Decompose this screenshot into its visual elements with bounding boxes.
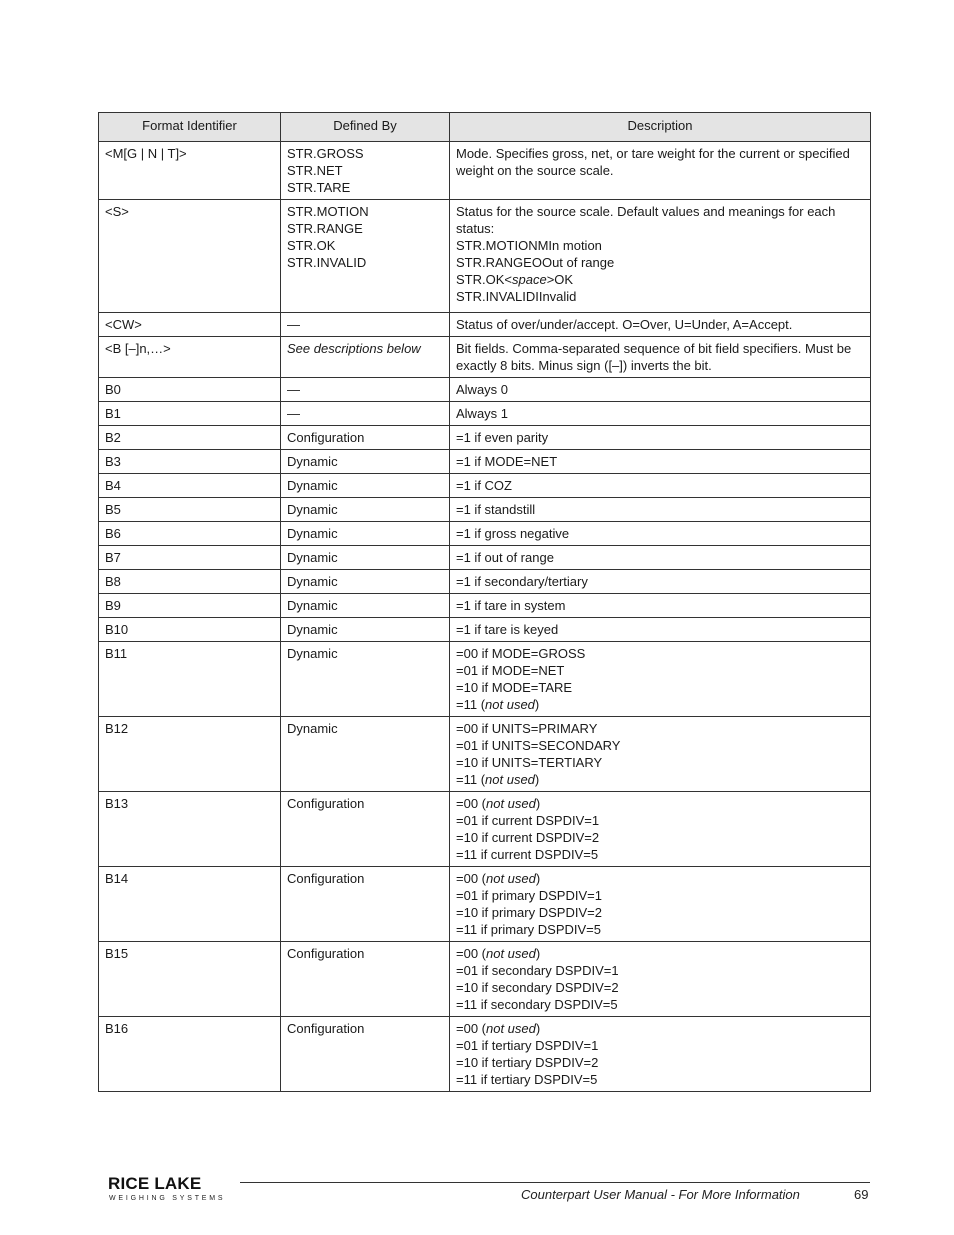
description-line: =00 if UNITS=PRIMARY [456,721,598,736]
table-row [99,942,871,1017]
defined-by-line: Configuration [287,946,365,961]
cell-description [450,594,871,618]
cell-format-identifier [99,426,281,450]
cell-format-identifier [99,594,281,618]
cell-format-identifier [99,867,281,942]
description-line: =1 if standstill [456,502,536,517]
format-identifier-text: B12 [105,721,129,736]
defined-by-line: Configuration [287,871,365,886]
description-line: =11 if secondary DSPDIV=5 [456,997,618,1012]
defined-by-line: Dynamic [287,598,338,613]
defined-by-line: STR.GROSS [287,146,364,161]
description-line: =01 if primary DSPDIV=1 [456,888,602,903]
cell-description [450,200,871,313]
cell-defined-by [281,618,450,642]
description-line: Bit fields. Comma-separated sequence of bit field specifiers. Must be exactly 8 bits. Minus sign ([–]) inverts the bit. [456,341,852,373]
description-line: =1 if secondary/tertiary [456,574,588,589]
description-line: =00 if MODE=GROSS [456,646,586,661]
table-row [99,792,871,867]
format-identifier-text: <S> [105,204,129,219]
table-row [99,570,871,594]
cell-defined-by [281,642,450,717]
logo-wordmark: RICE LAKE [108,1174,202,1193]
table-row [99,426,871,450]
defined-by-line: — [287,406,300,421]
defined-by-line: Configuration [287,430,365,445]
format-identifier-text: <B [–]n,…> [105,341,171,356]
cell-defined-by [281,867,450,942]
cell-format-identifier [99,498,281,522]
description-line: Status of over/under/accept. O=Over, U=Under, A=Accept. [456,317,793,332]
description-line: =1 if tare is keyed [456,622,559,637]
cell-defined-by [281,402,450,426]
cell-format-identifier [99,618,281,642]
table-row [99,642,871,717]
cell-format-identifier [99,792,281,867]
defined-by-line: Dynamic [287,646,338,661]
cell-description [450,546,871,570]
table-row [99,594,871,618]
cell-description [450,313,871,337]
format-identifier-text: B13 [105,796,129,811]
format-identifier-text: B4 [105,478,121,493]
cell-defined-by [281,522,450,546]
cell-description [450,474,871,498]
description-line: =01 if secondary DSPDIV=1 [456,963,619,978]
description-line: =1 if tare in system [456,598,566,613]
defined-by-line: STR.TARE [287,180,351,195]
cell-format-identifier [99,200,281,313]
format-identifier-text: B15 [105,946,129,961]
defined-by-line: Dynamic [287,502,338,517]
cell-description [450,570,871,594]
description-line: =1 if COZ [456,478,512,493]
description-line: STR.INVALIDIInvalid [456,289,577,304]
table-row [99,313,871,337]
format-identifier-table [98,112,871,1092]
cell-description [450,942,871,1017]
cell-defined-by [281,337,450,378]
cell-defined-by [281,450,450,474]
cell-defined-by [281,942,450,1017]
column-header-format-identifier: Format Identifier [99,113,281,142]
rice-lake-logo [108,1174,234,1206]
logo-subtitle: WEIGHING SYSTEMS [109,1195,226,1202]
cell-format-identifier [99,522,281,546]
format-identifier-text: B14 [105,871,129,886]
cell-format-identifier [99,717,281,792]
defined-by-line: Dynamic [287,478,338,493]
description-line: Always 1 [456,406,509,421]
cell-description [450,642,871,717]
cell-description [450,142,871,200]
defined-by-line: Dynamic [287,526,338,541]
format-identifier-text: B6 [105,526,121,541]
cell-description [450,402,871,426]
format-identifier-text: B16 [105,1021,129,1036]
table-row [99,142,871,200]
table-row [99,378,871,402]
defined-by-line: STR.NET [287,163,343,178]
defined-by-line: Configuration [287,1021,365,1036]
table-row [99,402,871,426]
cell-defined-by [281,1017,450,1092]
description-line: =10 if UNITS=TERTIARY [456,755,603,770]
cell-defined-by [281,546,450,570]
format-identifier-text: B8 [105,574,121,589]
cell-description [450,378,871,402]
defined-by-line: STR.INVALID [287,255,367,270]
format-identifier-text: B7 [105,550,121,565]
defined-by-line: Dynamic [287,550,338,565]
cell-format-identifier [99,450,281,474]
description-line: Always 0 [456,382,509,397]
page-number: 69 [854,1187,869,1202]
cell-description [450,337,871,378]
cell-format-identifier [99,546,281,570]
cell-format-identifier [99,942,281,1017]
defined-by-line: STR.OK [287,238,336,253]
description-line: =01 if UNITS=SECONDARY [456,738,621,753]
format-identifier-text: B11 [105,646,128,661]
description-line: =11 if current DSPDIV=5 [456,847,599,862]
description-line: =1 if out of range [456,550,554,565]
cell-defined-by [281,142,450,200]
table-row [99,546,871,570]
description-line: =11 if primary DSPDIV=5 [456,922,601,937]
table-row [99,522,871,546]
cell-description [450,450,871,474]
cell-format-identifier [99,313,281,337]
cell-description [450,426,871,450]
cell-format-identifier [99,337,281,378]
description-line: =10 if tertiary DSPDIV=2 [456,1055,599,1070]
description-line: =00 (not used) [456,871,541,886]
table-row [99,450,871,474]
description-line: Status for the source scale. Default values and meanings for each status: [456,204,836,236]
description-line: =10 if current DSPDIV=2 [456,830,600,845]
description-line: =10 if primary DSPDIV=2 [456,905,602,920]
description-line: =01 if tertiary DSPDIV=1 [456,1038,599,1053]
cell-description [450,792,871,867]
footer-manual-title: Counterpart User Manual - For More Information [521,1187,800,1202]
cell-defined-by [281,717,450,792]
cell-format-identifier [99,402,281,426]
cell-description [450,717,871,792]
format-identifier-text: B0 [105,382,121,397]
table-body [99,142,871,1092]
description-line: =1 if even parity [456,430,549,445]
cell-description [450,618,871,642]
table-row [99,618,871,642]
cell-defined-by [281,792,450,867]
format-identifier-text: B5 [105,502,121,517]
footer-rule [240,1182,870,1183]
description-line: STR.OK<space>OK [456,272,574,287]
table-row [99,498,871,522]
format-identifier-text: B3 [105,454,121,469]
table-row [99,1017,871,1092]
format-identifier-text: B10 [105,622,129,637]
defined-by-line: Dynamic [287,721,338,736]
table-row [99,717,871,792]
defined-by-line: Dynamic [287,454,338,469]
description-line: =10 if MODE=TARE [456,680,573,695]
cell-description [450,1017,871,1092]
cell-defined-by [281,426,450,450]
format-identifier-text: B9 [105,598,121,613]
description-line: Mode. Specifies gross, net, or tare weight for the current or specified weight on the source scale. [456,146,850,178]
description-line: =01 if current DSPDIV=1 [456,813,600,828]
column-header-defined-by: Defined By [281,113,450,142]
cell-format-identifier [99,570,281,594]
cell-format-identifier [99,142,281,200]
description-line: STR.RANGEOOut of range [456,255,615,270]
cell-defined-by [281,200,450,313]
defined-by-line: — [287,382,300,397]
defined-by-line: Dynamic [287,622,338,637]
description-line: =10 if secondary DSPDIV=2 [456,980,619,995]
cell-format-identifier [99,1017,281,1092]
format-identifier-text: <M[G | N | T]> [105,146,187,161]
defined-by-line: Configuration [287,796,365,811]
cell-defined-by [281,313,450,337]
defined-by-line: STR.MOTION [287,204,369,219]
cell-format-identifier [99,474,281,498]
cell-description [450,522,871,546]
description-line: =01 if MODE=NET [456,663,565,678]
defined-by-line: — [287,317,300,332]
description-line: =11 if tertiary DSPDIV=5 [456,1072,598,1087]
description-line: =00 (not used) [456,1021,541,1036]
defined-by-line: STR.RANGE [287,221,363,236]
format-identifier-text: <CW> [105,317,142,332]
description-line: =1 if gross negative [456,526,570,541]
format-identifier-text: B2 [105,430,121,445]
defined-by-line: Dynamic [287,574,338,589]
description-line: =1 if MODE=NET [456,454,558,469]
table-row [99,337,871,378]
cell-defined-by [281,498,450,522]
table-row [99,200,871,313]
table-header-row [99,113,871,142]
format-identifier-text: B1 [105,406,121,421]
description-line: =11 (not used) [456,697,540,712]
description-line: =00 (not used) [456,946,541,961]
cell-defined-by [281,378,450,402]
description-line: STR.MOTIONMIn motion [456,238,602,253]
cell-format-identifier [99,642,281,717]
table-row [99,474,871,498]
cell-format-identifier [99,378,281,402]
column-header-description: Description [450,113,871,142]
cell-description [450,498,871,522]
description-line: =00 (not used) [456,796,541,811]
table-row [99,867,871,942]
cell-defined-by [281,594,450,618]
cell-defined-by [281,474,450,498]
cell-description [450,867,871,942]
cell-defined-by [281,570,450,594]
defined-by-line: See descriptions below [287,341,421,356]
description-line: =11 (not used) [456,772,540,787]
